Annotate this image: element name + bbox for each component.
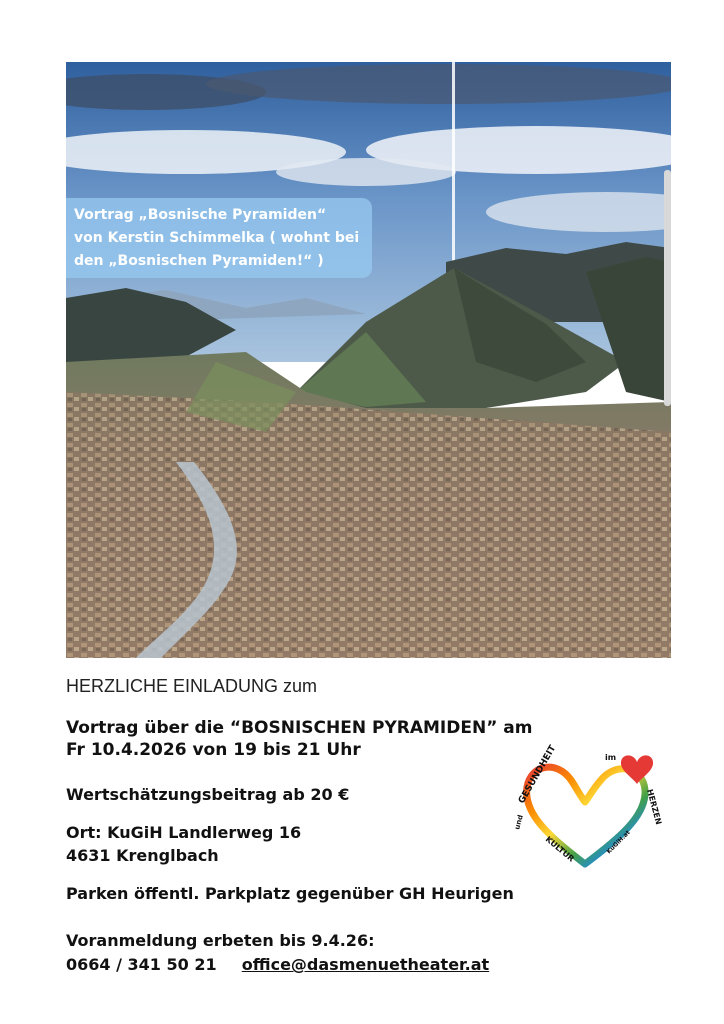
kugih-logo bbox=[505, 742, 667, 872]
logo-word-kultur: KULTUR bbox=[543, 834, 576, 864]
talk-title: Vortrag über die “BOSNISCHEN PYRAMIDEN” am bbox=[66, 718, 533, 738]
caption-box bbox=[66, 198, 372, 278]
heart-logo-icon bbox=[505, 742, 667, 872]
pyramid-landscape-illustration bbox=[66, 62, 671, 658]
scroll-strip bbox=[664, 170, 671, 406]
phone-number: 0664 / 341 50 21 bbox=[66, 955, 217, 974]
caption-line: den „Bosnischen Pyramiden!“ ) bbox=[74, 253, 324, 269]
parking-info: Parken öffentl. Parkplatz gegenüber GH Heurigen bbox=[66, 884, 514, 903]
location-city: 4631 Krenglbach bbox=[66, 846, 219, 865]
pyramid-landscape-photo bbox=[66, 62, 671, 658]
logo-word-gesundheit: GESUNDHEIT bbox=[516, 743, 559, 806]
registration-label: Voranmeldung erbeten bis 9.4.26: bbox=[66, 931, 375, 950]
fee-text: Wertschätzungsbeitrag ab 20 € bbox=[66, 785, 350, 804]
logo-word-herzen: HERZEN bbox=[645, 788, 664, 826]
email-link[interactable]: office@dasmenuetheater.at bbox=[241, 955, 490, 974]
talk-date: Fr 10.4.2026 von 19 bis 21 Uhr bbox=[66, 740, 361, 760]
location-address: Ort: KuGiH Landlerweg 16 bbox=[66, 823, 302, 842]
caption-line: Vortrag „Bosnische Pyramiden“ bbox=[74, 207, 327, 223]
contact-line bbox=[66, 955, 489, 974]
logo-site: KuGiH.at bbox=[605, 829, 632, 856]
logo-word-und: und bbox=[513, 813, 525, 831]
logo-word-im: im bbox=[605, 753, 617, 762]
invitation-heading: HERZLICHE EINLADUNG zum bbox=[66, 676, 318, 696]
caption-line: von Kerstin Schimmelka ( wohnt bei bbox=[74, 230, 360, 246]
